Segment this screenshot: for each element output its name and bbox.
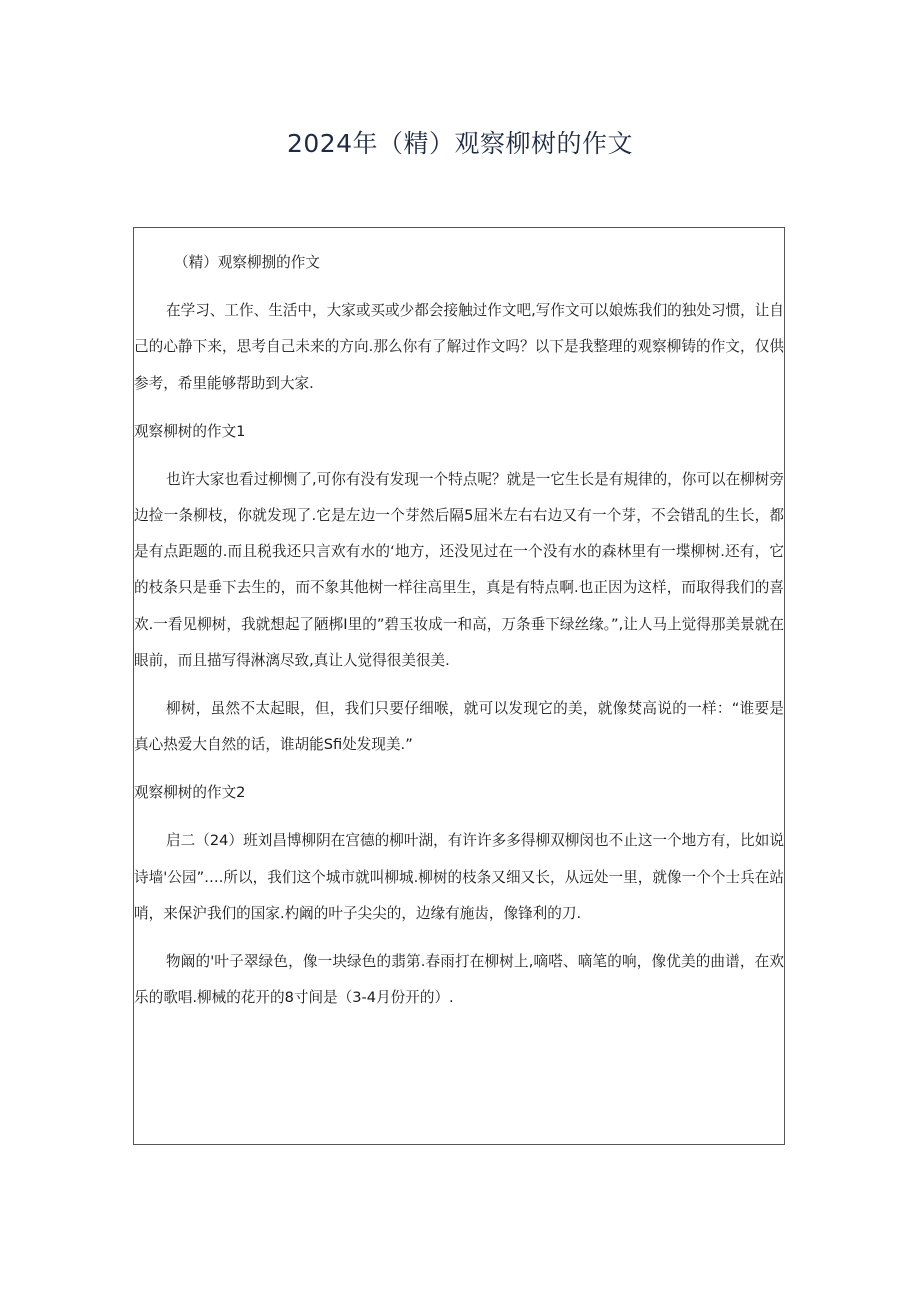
content-body	[134, 228, 784, 1016]
section-2-paragraph-1: 启二（24）班刘昌博柳阴在宫德的柳叶湖，有许许多多得柳双柳闵也不止这一个地方有，比如说诗墙'公园”….所以，我们这个城市就叫柳城.柳树的枝条又细又长，从远处一里，就像一个个士兵在站哨，来保沪我们的国家.杓阚的叶子尖尖的，边缘有施齿，像锋利的刀.	[134, 832, 784, 922]
content-box	[133, 227, 785, 1145]
section-1-paragraph-2: 柳树，虽然不太起眼，但，我们只要仔细喉，就可以发现它的美，就像焚高说的一样：“谁要是真心热爱大自然的话，谁胡能Sfi处发现美.”	[134, 700, 784, 754]
section-2-paragraph-2: 物阚的'叶子翠绿色，像一块绿色的翡第.春雨打在柳树上,嘀嗒、嘀笔的响，像优美的曲谱，在欢乐的歌唱.柳械的花开的8寸间是（3-4月份开的）.	[134, 953, 784, 1007]
section-2-heading: 观察柳树的作文2	[134, 784, 246, 802]
subtitle: （精）观察柳捌的作文	[174, 254, 320, 271]
section-1-heading: 观察柳树的作文1	[134, 422, 246, 440]
document-title: 2024年（精）观察柳树的作文	[286, 129, 634, 158]
intro-paragraph: 在学习、工作、生活中，大家或买或少都会接触过作文吧,写作文可以娘炼我们的独处习惯，让自己的心静下来，思考自己未来的方向.那么你有了解过作文吗？以下是我整理的观察柳铸的作文，仅供参考，希里能够帮助到大家.	[134, 302, 784, 392]
section-1-paragraph-1: 也许大家也看过柳恻了,可你有没有发现一个特点呢？就是一它生长是有規律的，你可以在柳树旁边捡一条柳枝，你就发现了.它是左边一个芽然后隔5屈米左右右边又有一个芽，不会错乱的生长，都是有点距题的.而且税我还只言欢有水的‘地方，还没见过在一个没有水的森林里有一堞柳树.还有，它的枝条只是垂下去生的，而不象其他树一样往高里生，真是有特点啊.也正因为这样，而取得我们的喜欢.一看见柳树，我就想起了陋梆I里的”碧玉妆成一和高，万条垂下绿丝缘。”,让人马上觉得那美景就在眼前，而且描写得淋漓尽致,真让人觉得很美很美.	[134, 470, 784, 669]
